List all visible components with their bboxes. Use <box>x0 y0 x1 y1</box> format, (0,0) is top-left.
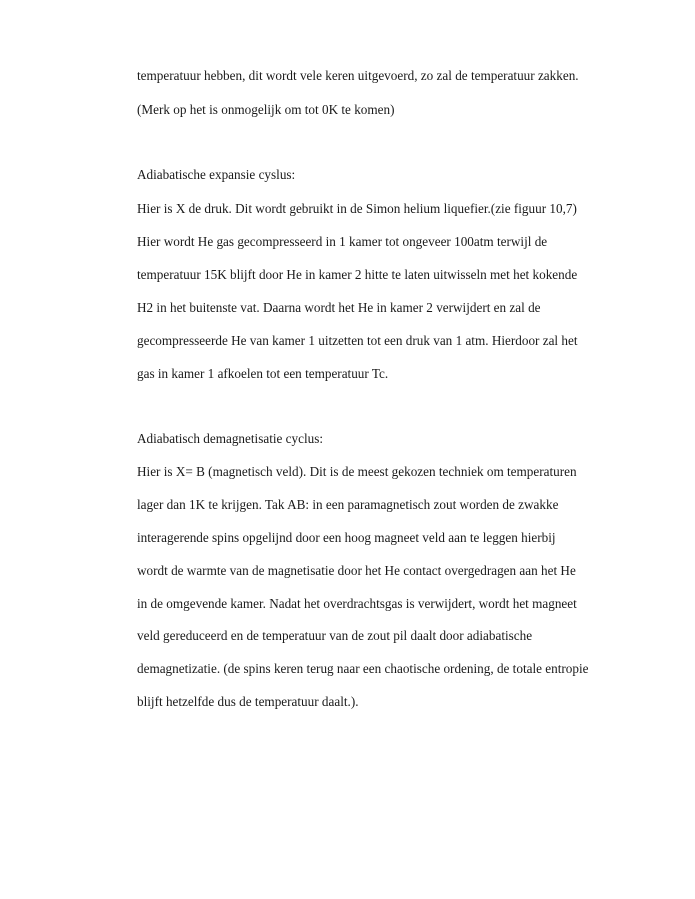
expansion-line-1: Hier is X de druk. Dit wordt gebruikt in de Simon helium liquefier.(zie figuur 10,7) <box>137 201 577 216</box>
demagnetization-line-4: wordt de warmte van de magnetisatie door het He contact overgedragen aan het He <box>137 563 576 578</box>
intro-line-2: (Merk op het is onmogelijk om tot 0K te komen) <box>137 102 395 117</box>
demagnetization-line-3: interagerende spins opgelijnd door een hoog magneet veld aan te leggen hierbij <box>137 530 556 545</box>
demagnetization-line-6: veld gereduceerd en de temperatuur van de zout pil daalt door adiabatische <box>137 628 533 643</box>
expansion-line-2: Hier wordt He gas gecompresseerd in 1 kamer tot ongeveer 100atm terwijl de <box>137 234 548 249</box>
demagnetization-heading: Adiabatisch demagnetisatie cyclus: <box>137 431 324 446</box>
demagnetization-line-7: demagnetizatie. (de spins keren terug naar een chaotische ordening, de totale entropie <box>137 661 589 676</box>
demagnetization-line-1: Hier is X= B (magnetisch veld). Dit is de meest gekozen techniek om temperaturen <box>137 464 577 479</box>
expansion-line-5: gecompresseerde He van kamer 1 uitzetten tot een druk van 1 atm. Hierdoor zal het <box>137 333 578 348</box>
expansion-line-3: temperatuur 15K blijft door He in kamer 2 hitte te laten uitwisseln met het kokende <box>137 267 578 282</box>
demagnetization-line-8: blijft hetzelfde dus de temperatuur daalt.). <box>137 694 359 709</box>
demagnetization-line-2: lager dan 1K te krijgen. Tak AB: in een paramagnetisch zout worden de zwakke <box>137 497 559 512</box>
expansion-line-4: H2 in het buitenste vat. Daarna wordt het He in kamer 2 verwijdert en zal de <box>137 300 541 315</box>
expansion-heading: Adiabatische expansie cyslus: <box>137 167 296 182</box>
expansion-line-6: gas in kamer 1 afkoelen tot een temperatuur Tc. <box>137 366 389 381</box>
intro-line-1: temperatuur hebben, dit wordt vele keren uitgevoerd, zo zal de temperatuur zakken. <box>137 68 579 83</box>
demagnetization-line-5: in de omgevende kamer. Nadat het overdrachtsgas is verwijdert, wordt het magneet <box>137 596 577 611</box>
